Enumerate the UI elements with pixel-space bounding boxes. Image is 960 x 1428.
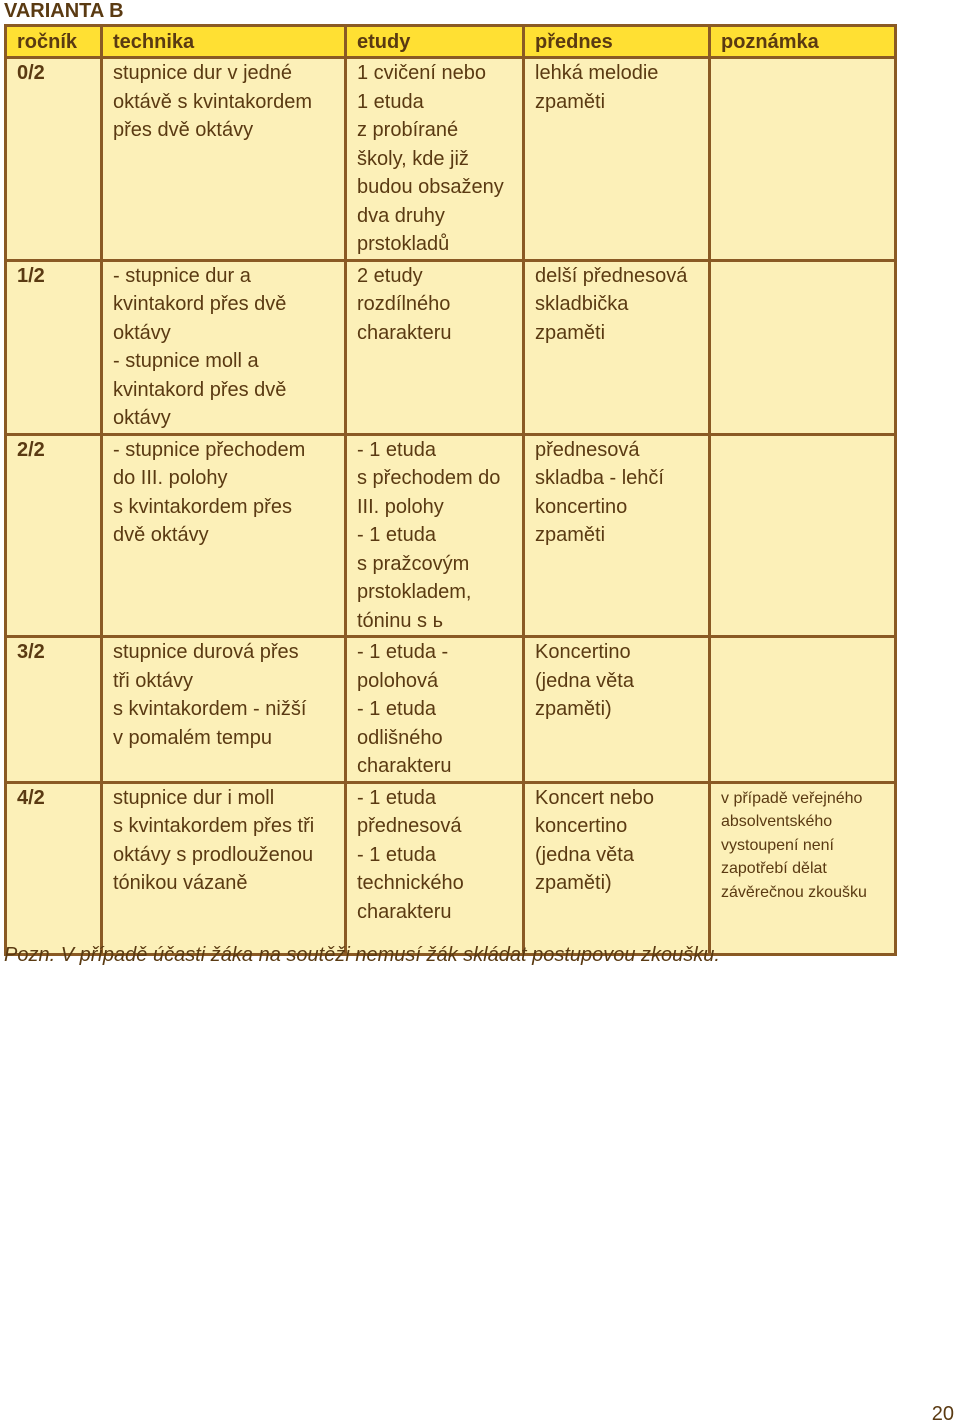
etudy-line: rozdílného xyxy=(357,293,451,315)
etudy-line: - 1 etuda xyxy=(357,698,436,720)
prednes-line: zpaměti xyxy=(535,90,606,113)
cell-technika xyxy=(102,260,346,434)
table-header-row xyxy=(6,26,896,58)
cell-rocnik: 2/2 xyxy=(6,434,102,637)
prednes-line: přednesová xyxy=(535,438,640,461)
etudy-line: školy, kde již xyxy=(357,147,469,170)
poznamka-line: vystoupení není xyxy=(721,836,834,854)
technika-line: kvintakord přes dvě xyxy=(113,293,287,315)
etudy-line: charakteru xyxy=(357,900,452,923)
prednes-line: zpaměti) xyxy=(535,872,612,894)
cell-rocnik: 0/2 xyxy=(6,58,102,261)
footnote: Pozn. V případě účasti žáka na soutěži nemusí žák skládat postupovou zkoušku. xyxy=(4,944,720,966)
column-header-prednes: přednes xyxy=(524,26,710,58)
technika-line: stupnice dur v jedné xyxy=(113,62,293,84)
technika-line: s kvintakordem přes xyxy=(113,495,292,518)
cell-prednes xyxy=(524,434,710,637)
cell-poznamka xyxy=(710,260,896,434)
etudy-line: přednesová xyxy=(357,815,462,837)
technika-line: kvintakord přes dvě xyxy=(113,378,287,401)
table-row xyxy=(6,58,896,261)
etudy-line: s pražcovým xyxy=(357,552,470,575)
poznamka-line: zapotřebí dělat xyxy=(721,860,827,877)
column-header-etudy: etudy xyxy=(346,26,524,58)
cell-etudy xyxy=(346,260,524,434)
prednes-line: Koncert nebo xyxy=(535,786,654,809)
etudy-line: odlišného xyxy=(357,726,443,749)
etudy-line: prstokladů xyxy=(357,233,450,255)
etudy-line: 2 etudy xyxy=(357,264,423,287)
technika-line: tónikou vázaně xyxy=(113,872,248,894)
cell-technika xyxy=(102,434,346,637)
cell-technika xyxy=(102,58,346,261)
technika-line: oktávy xyxy=(113,321,171,344)
etudy-line: z probírané xyxy=(357,119,459,141)
etudy-line: - 1 etuda - xyxy=(357,641,449,663)
etudy-line: - 1 etuda xyxy=(357,786,436,809)
column-header-rocnik: ročník xyxy=(6,26,102,58)
prednes-line: skladba - lehčí xyxy=(535,467,664,489)
cell-etudy xyxy=(346,637,524,783)
etudy-line: - 1 etuda xyxy=(357,524,436,546)
technika-line: - stupnice moll a xyxy=(113,350,259,372)
etudy-line: dva druhy xyxy=(357,204,445,227)
cell-poznamka xyxy=(710,434,896,637)
cell-prednes xyxy=(524,260,710,434)
technika-line: s kvintakordem přes tři xyxy=(113,815,315,837)
prednes-line: koncertino xyxy=(535,815,628,837)
prednes-line: (jedna věta xyxy=(535,843,634,866)
etudy-line: s přechodem do xyxy=(357,467,501,489)
cell-technika xyxy=(102,782,346,954)
technika-line: - stupnice přechodem xyxy=(113,438,306,461)
exam-requirements-table xyxy=(4,24,897,956)
etudy-line: prstokladem, xyxy=(357,581,472,603)
etudy-line: polohová xyxy=(357,669,439,692)
cell-prednes xyxy=(524,58,710,261)
cell-rocnik: 4/2 xyxy=(6,782,102,954)
technika-line: stupnice durová přes xyxy=(113,641,299,663)
cell-prednes xyxy=(524,782,710,954)
etudy-line: - 1 etuda xyxy=(357,843,436,866)
etudy-line: charakteru xyxy=(357,321,452,344)
technika-line: dvě oktávy xyxy=(113,524,209,546)
table-row xyxy=(6,434,896,637)
column-header-poznamka: poznámka xyxy=(710,26,896,58)
cell-etudy xyxy=(346,58,524,261)
etudy-line: 1 etuda xyxy=(357,90,424,113)
poznamka-line: absolventského xyxy=(721,813,833,830)
technika-line: přes dvě oktávy xyxy=(113,119,254,141)
table-row xyxy=(6,637,896,783)
table-row xyxy=(6,260,896,434)
cell-etudy xyxy=(346,782,524,954)
prednes-line: koncertino xyxy=(535,495,628,518)
etudy-line: III. polohy xyxy=(357,495,444,518)
technika-line: oktávy xyxy=(113,407,171,429)
prednes-line: zpaměti) xyxy=(535,698,612,720)
prednes-line: Koncertino xyxy=(535,641,631,663)
cell-rocnik: 3/2 xyxy=(6,637,102,783)
technika-line: oktávě s kvintakordem xyxy=(113,90,312,113)
prednes-line: zpaměti xyxy=(535,321,606,344)
prednes-line: delší přednesová xyxy=(535,264,688,287)
technika-line: do III. polohy xyxy=(113,467,228,489)
etudy-line: - 1 etuda xyxy=(357,438,436,461)
etudy-line: charakteru xyxy=(357,755,452,777)
prednes-line: skladbička xyxy=(535,293,629,315)
etudy-line: budou obsaženy xyxy=(357,176,504,198)
technika-line: v pomalém tempu xyxy=(113,726,272,749)
poznamka-line: v případě veřejného xyxy=(721,789,863,807)
technika-line: oktávy s prodlouženou xyxy=(113,843,314,866)
technika-line: tři oktávy xyxy=(113,669,194,692)
cell-technika xyxy=(102,637,346,783)
cell-poznamka xyxy=(710,58,896,261)
technika-line: - stupnice dur a xyxy=(113,264,251,287)
page-number: 20 xyxy=(931,1403,954,1425)
prednes-line: (jedna věta xyxy=(535,669,634,692)
technika-line: stupnice dur i moll xyxy=(113,786,275,809)
cell-poznamka xyxy=(710,637,896,783)
cell-prednes xyxy=(524,637,710,783)
cell-rocnik: 1/2 xyxy=(6,260,102,434)
poznamka-line: závěrečnou zkoušku xyxy=(721,883,867,901)
cell-poznamka xyxy=(710,782,896,954)
table-row xyxy=(6,782,896,954)
etudy-line: 1 cvičení nebo xyxy=(357,62,486,84)
technika-line: s kvintakordem - nižší xyxy=(113,698,307,720)
etudy-line: technického xyxy=(357,872,464,894)
etudy-line: tóninu s ь xyxy=(357,609,444,632)
column-header-technika: technika xyxy=(102,26,346,58)
prednes-line: zpaměti xyxy=(535,524,606,546)
section-heading: VARIANTA B xyxy=(4,0,124,22)
prednes-line: lehká melodie xyxy=(535,62,659,84)
cell-etudy xyxy=(346,434,524,637)
